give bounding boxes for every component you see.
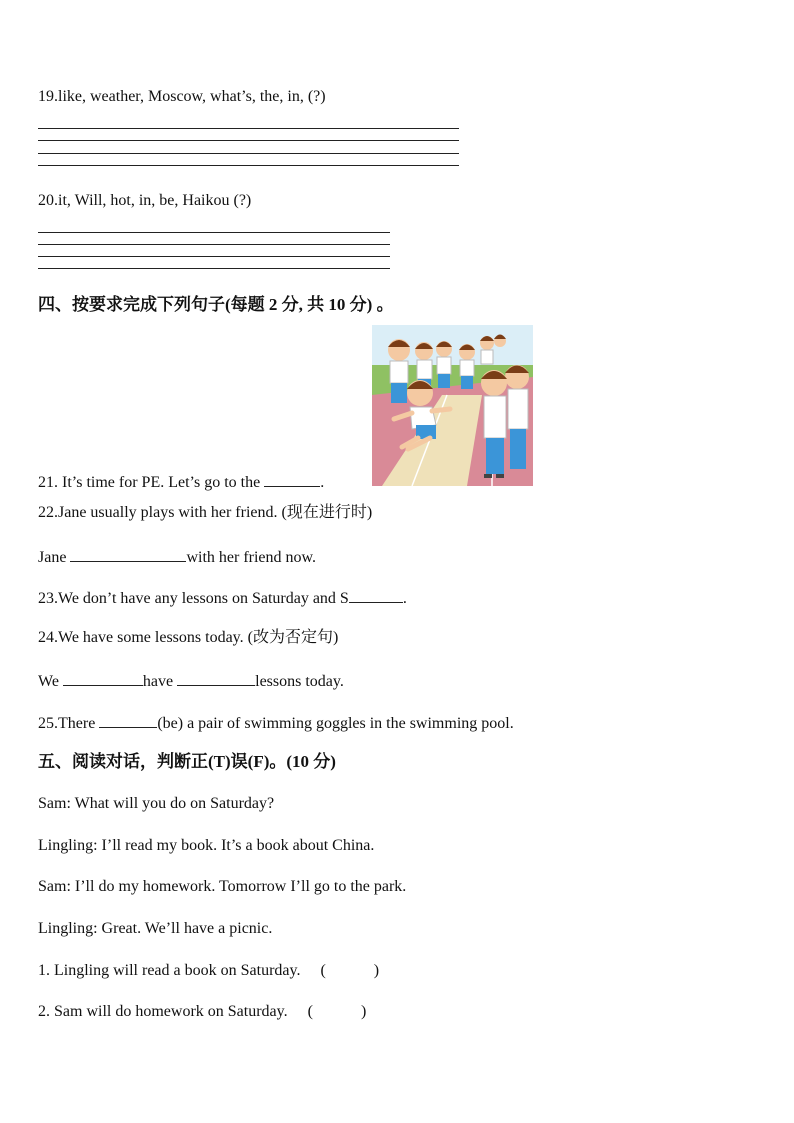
q23-blank[interactable] [349, 586, 403, 603]
question-21 [38, 470, 324, 493]
answer-line [38, 232, 390, 233]
question-24: 24.We have some lessons today. (改为否定句) [38, 629, 339, 646]
q21-end: . [320, 474, 325, 491]
q24-w3: lessons today. [255, 673, 344, 690]
q25-blank[interactable] [99, 711, 157, 728]
question-19: 19.like, weather, Moscow, what’s, the, in, (?) [38, 88, 326, 105]
q25-end: (be) a pair of swimming goggles in the swimming pool. [157, 715, 514, 732]
judge-item-1 [38, 961, 379, 981]
q24-w2: have [142, 673, 178, 690]
section-5-heading: 五、阅读对话，判断正(T)误(F)。(10 分) [38, 752, 336, 771]
question-23 [38, 586, 407, 609]
section-4-heading: 四、按要求完成下列句子(每题 2 分, 共 10 分) 。 [38, 295, 394, 314]
judge-item-2 [38, 1002, 366, 1022]
answer-line [38, 268, 390, 269]
dialogue-line: Lingling: I’ll read my book. It’s a book about China. [38, 837, 375, 854]
answer-line [38, 153, 459, 154]
question-20: 20.it, Will, hot, in, be, Haikou (?) [38, 192, 252, 209]
q22-blank[interactable] [70, 545, 186, 562]
judge-1-answer[interactable]: ( ) [320, 962, 380, 979]
judge-2-answer[interactable]: ( ) [307, 1003, 367, 1020]
judge-2-text: 2. Sam will do homework on Saturday. [38, 1003, 288, 1020]
question-25 [38, 711, 514, 734]
answer-line [38, 140, 459, 141]
q23-text: 23.We don’t have any lessons on Saturday and S [38, 590, 349, 607]
q24-blank-2[interactable] [177, 669, 255, 686]
q21-text: 21. It’s time for PE. Let’s go to the [38, 474, 265, 491]
q22-start: Jane [38, 549, 71, 566]
q23-end: . [402, 590, 407, 607]
q21-blank[interactable] [264, 470, 320, 487]
question-22: 22.Jane usually plays with her friend. (现在进行时) [38, 504, 373, 521]
long-jump-illustration [372, 325, 533, 486]
answer-line [38, 128, 459, 129]
q25-start: 25.There [38, 715, 100, 732]
dialogue-line: Sam: What will you do on Saturday? [38, 795, 275, 812]
answer-line [38, 165, 459, 166]
q24-blank-1[interactable] [63, 669, 143, 686]
q24-w1: We [38, 673, 63, 690]
question-22-answer [38, 545, 316, 568]
answer-line [38, 256, 390, 257]
q22-end: with her friend now. [186, 549, 317, 566]
judge-1-text: 1. Lingling will read a book on Saturday. [38, 962, 301, 979]
answer-line [38, 244, 390, 245]
dialogue-line: Sam: I’ll do my homework. Tomorrow I’ll go to the park. [38, 878, 407, 895]
question-24-answer [38, 669, 344, 692]
dialogue-line: Lingling: Great. We’ll have a picnic. [38, 920, 273, 937]
